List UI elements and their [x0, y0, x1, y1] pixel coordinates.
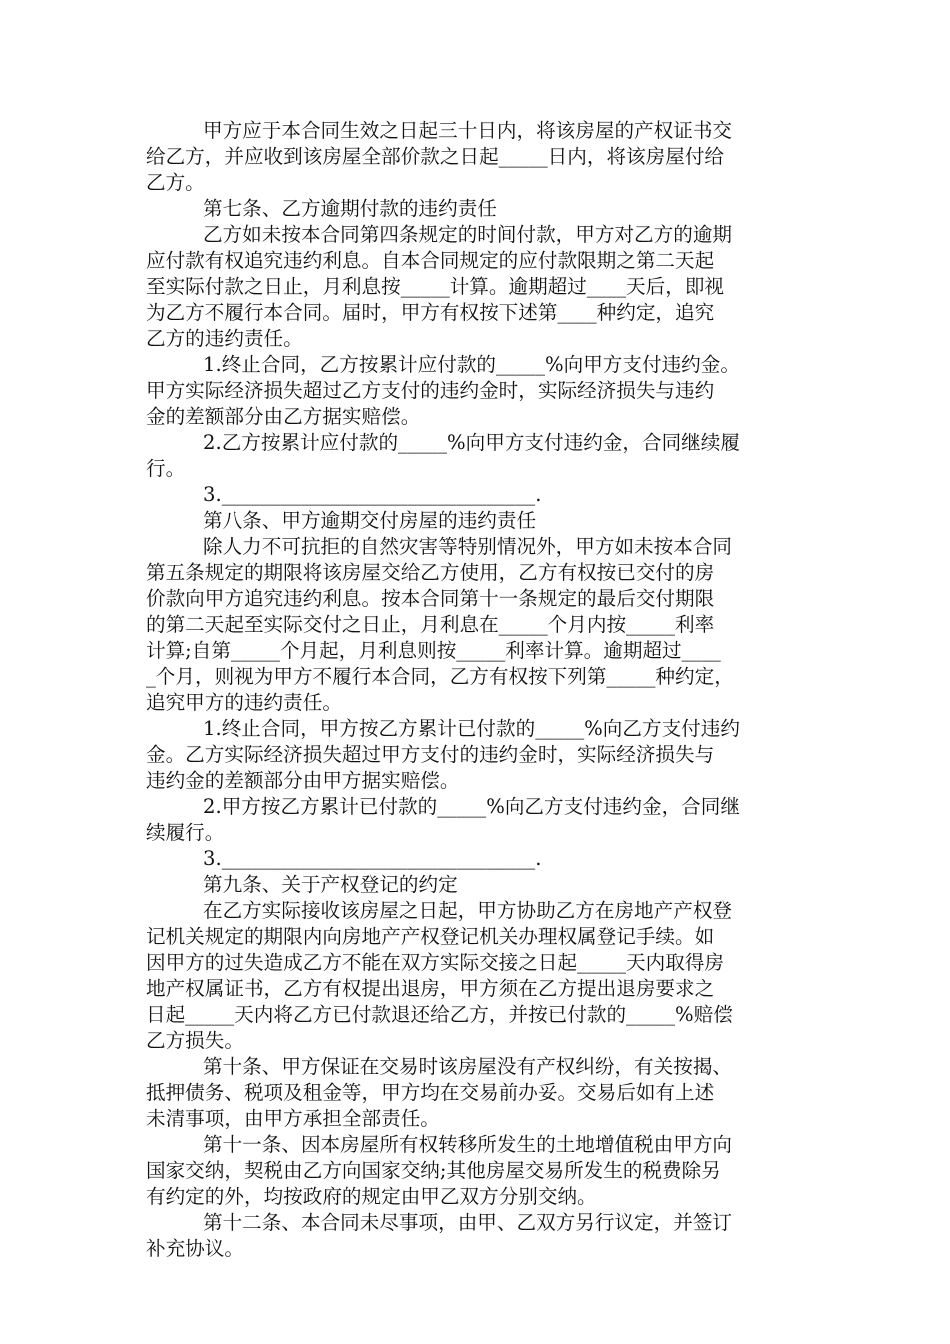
- text-line: 甲方实际经济损失超过乙方支付的违约金时，实际经济损失与违约: [146, 379, 715, 402]
- text-line: 地产权属证书，乙方有权提出退房，甲方须在乙方提出退房要求之: [146, 977, 715, 1000]
- text-line: 第十二条、本合同未尽事项，由甲、乙双方另行议定，并签订: [203, 1211, 733, 1234]
- text-line: 续履行。: [146, 821, 225, 844]
- text-line: 第十一条、因本房屋所有权转移所发生的土地增值税由甲方向: [203, 1133, 733, 1156]
- text-line: 日起_____天内将乙方已付款退还给乙方，并按已付款的_____%赔偿: [146, 1003, 733, 1026]
- text-line: 抵押债务、税项及租金等，甲方均在交易前办妥。交易后如有上述: [146, 1081, 715, 1104]
- text-line: 3.________________________________.: [203, 847, 542, 870]
- text-line: 第十条、甲方保证在交易时该房屋没有产权纠纷，有关按揭、: [203, 1055, 733, 1078]
- text-line: 第九条、关于产权登记的约定: [203, 873, 458, 896]
- text-line: 乙方损失。: [146, 1029, 244, 1052]
- text-line: 第七条、乙方逾期付款的违约责任: [203, 197, 497, 220]
- text-line: 有约定的外，均按政府的规定由甲乙双方分别交纳。: [146, 1185, 597, 1208]
- text-line: 除人力不可抗拒的自然灾害等特别情况外，甲方如未按本合同: [203, 535, 733, 558]
- text-line: 违约金的差额部分由甲方据实赔偿。: [146, 769, 460, 792]
- text-line: 记机关规定的期限内向房地产产权登记机关办理权属登记手续。如: [146, 925, 715, 948]
- text-line: 1.终止合同，乙方按累计应付款的_____%向甲方支付违约金。: [203, 353, 740, 376]
- text-line: 在乙方实际接收该房屋之日起，甲方协助乙方在房地产产权登: [203, 899, 733, 922]
- text-line: 至实际付款之日止，月利息按_____计算。逾期超过____天后，即视: [146, 275, 725, 298]
- text-line: 1.终止合同，甲方按乙方累计已付款的_____%向乙方支付违约: [203, 717, 740, 740]
- text-line: 金。乙方实际经济损失超过甲方支付的违约金时，实际经济损失与: [146, 743, 715, 766]
- text-line: 未清事项，由甲方承担全部责任。: [146, 1107, 440, 1130]
- text-line: 计算;自第_____个月起，月利息则按_____利率计算。逾期超过____: [146, 639, 721, 662]
- text-line: 国家交纳，契税由乙方向国家交纳;其他房屋交易所发生的税费除另: [146, 1159, 721, 1182]
- text-line: 的第二天起至实际交付之日止，月利息在_____个月内按_____利率: [146, 613, 715, 636]
- text-line: 2.乙方按累计应付款的_____%向甲方支付违约金，合同继续履: [203, 431, 740, 454]
- text-line: 甲方应于本合同生效之日起三十日内，将该房屋的产权证书交: [203, 119, 733, 142]
- text-line: 3.________________________________.: [203, 483, 542, 506]
- text-line: 第五条规定的期限将该房屋交给乙方使用，乙方有权按已交付的房: [146, 561, 715, 584]
- text-line: 乙方。: [146, 171, 205, 194]
- text-line: _个月，则视为甲方不履行本合同，乙方有权按下列第_____种约定，: [146, 665, 734, 688]
- text-line: 追究甲方的违约责任。: [146, 691, 342, 714]
- text-line: 为乙方不履行本合同。届时，甲方有权按下述第____种约定，追究: [146, 301, 715, 324]
- text-line: 乙方如未按本合同第四条规定的时间付款，甲方对乙方的逾期: [203, 223, 733, 246]
- text-line: 价款向甲方追究违约利息。按本合同第十一条规定的最后交付期限: [146, 587, 715, 610]
- document-body: [146, 118, 816, 1262]
- text-line: 第八条、甲方逾期交付房屋的违约责任: [203, 509, 537, 532]
- text-line: 因甲方的过失造成乙方不能在双方实际交接之日起_____天内取得房: [146, 951, 725, 974]
- text-line: 金的差额部分由乙方据实赔偿。: [146, 405, 421, 428]
- text-line: 乙方的违约责任。: [146, 327, 303, 350]
- text-line: 行。: [146, 457, 186, 480]
- text-line: 补充协议。: [146, 1237, 244, 1260]
- text-line: 应付款有权追究违约利息。自本合同规定的应付款限期之第二天起: [146, 249, 715, 272]
- text-line: 给乙方，并应收到该房屋全部价款之日起_____日内，将该房屋付给: [146, 145, 725, 168]
- text-line: 2.甲方按乙方累计已付款的_____%向乙方支付违约金，合同继: [203, 795, 740, 818]
